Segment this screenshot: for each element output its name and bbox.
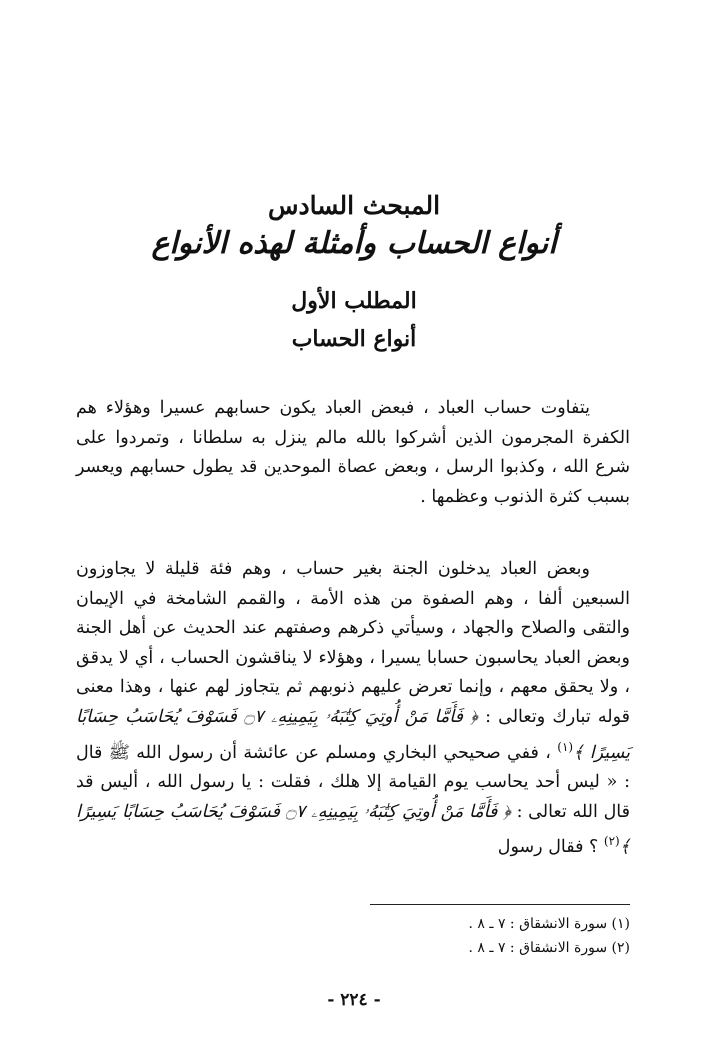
footnote-1: (١) سورة الانشقاق : ٧ ـ ٨ .: [468, 916, 630, 932]
paragraph-2-text-part2: ، ففي صحيحي البخاري ومسلم عن عائشة أن رسول الله ﷺ قال : « ليس أحد يحاسب يوم القيامة إلا هلك ، فقلت : يا رسول الله ، أليس قد قال الله تعالى :: [76, 742, 630, 822]
quran-verse-1: ﴿ فَأَمَّا مَنْ أُوتِيَ كِتَٰبَهُۥ بِيَمِينِهِۦ ۝٧ فَسَوْفَ يُحَاسَبُ حِسَابًا يَسِيرًا ﴾: [76, 706, 630, 763]
page-number: - ٢٢٤ -: [327, 990, 381, 1010]
footnote-ref-1: (١): [557, 739, 574, 754]
paragraph-1: [76, 394, 630, 512]
footnote-separator: [370, 904, 630, 905]
footnote-ref-2: (٢): [603, 834, 620, 849]
paragraph-1-text: يتفاوت حساب العباد ، فبعض العباد يكون حسابهم عسيرا وهؤلاء هم الكفرة المجرمون الذين أشركوا بالله مالم ينزل به سلطانا ، وتمردوا على شرع الله ، وكذبوا الرسل ، وبعض عصاة الموحدين قد يطول حسابهم ويعسر بسبب كثرة الذنوب وعظمها .: [76, 398, 630, 507]
quran-verse-2: ﴿ فَأَمَّا مَنْ أُوتِيَ كِتَٰبَهُۥ بِيَمِينِهِۦ ۝٧ فَسَوْفَ يُحَاسَبُ حِسَابًا يَسِيرًا ﴾: [76, 801, 630, 857]
heading-block: [60, 188, 648, 358]
paragraph-2: [76, 555, 630, 863]
section-label: المطلب الأول: [291, 288, 417, 314]
paragraph-2-text-part1: وبعض العباد يدخلون الجنة بغير حساب ، وهم فئة قليلة لا يجاوزون السبعين ألفا ، وهم الصفوة من هذه الأمة ، والقمم الشامخة في الإيمان والتقى والصلاح والجهاد ، وسيأتي ذكرهم وصفتهم عند الحديث عن أهل الجنة وبعض العباد يحاسبون حسابا يسيرا ، وهؤلاء لا يناقشون الحساب ، أي لا يدقق ، ولا يحقق معهم ، وإنما تعرض عليهم ذنوبهم ثم يتجاوز لهم عنها ، وهذا معنى قوله تبارك وتعالى :: [76, 559, 630, 727]
footnote-2: (٢) سورة الانشقاق : ٧ ـ ٨ .: [468, 940, 630, 956]
paragraph-2-text-part3: ؟ فقال رسول: [497, 837, 599, 857]
chapter-label: المبحث السادس: [267, 191, 441, 220]
footnotes: [70, 912, 630, 960]
section-title: أنواع الحساب: [291, 326, 417, 352]
chapter-title: أنواع الحساب وأمثلة لهذه الأنواع: [151, 226, 557, 261]
